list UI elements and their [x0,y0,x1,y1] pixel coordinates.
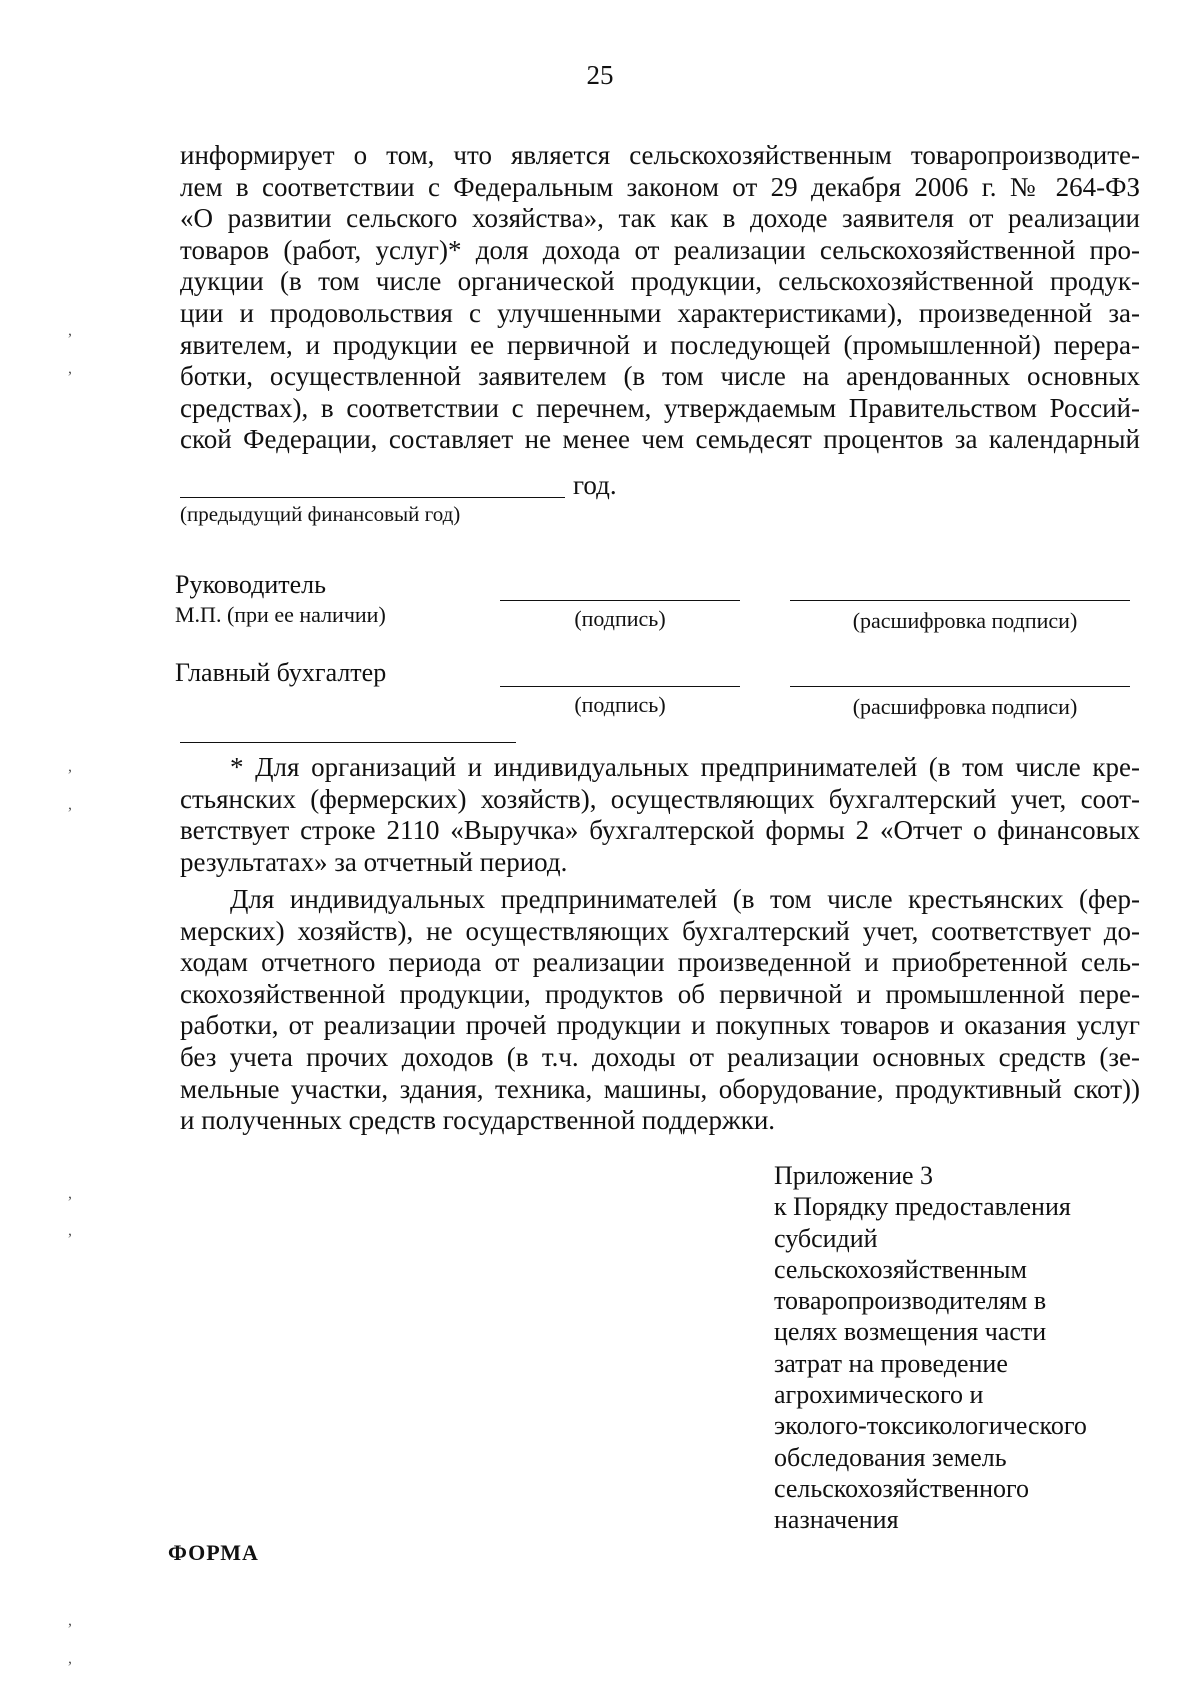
margin-mark: , [68,360,72,377]
paragraph-line: работки, от реализации прочей продукции и покупных товаров и оказания услуг [180,1010,1140,1041]
paragraph-line: ботки, осуществленной заявителем (в том числе на арендованных основных [180,361,1140,392]
footnote-line: ветствует строке 2110 «Выручка» бухгалтерской формы 2 «Отчет о финансовых [180,815,1140,846]
year-suffix: год. [573,470,617,500]
paragraph-line: явителем, и продукции ее первичной и последующей (промышленной) перера- [180,329,1140,360]
footnote-line: * Для организаций и индивидуальных предпринимателей (в том числе кре- [230,752,1140,782]
head-signature-line[interactable] [500,600,740,601]
paragraph-line: скохозяйственной продукции, продуктов об первичной и промышленной пере- [180,978,1140,1009]
second-paragraph [180,884,1140,1137]
appendix-line: назначения [774,1505,899,1535]
head-label: Руководитель [175,570,326,599]
footnote-line: результатах» за отчетный период. [180,846,568,877]
footnote-separator [180,742,516,743]
margin-mark: , [68,1612,72,1629]
head-signature-caption: (подпись) [574,606,666,631]
year-caption: (предыдущий финансовый год) [180,502,461,526]
appendix-line: затрат на проведение [774,1348,1008,1378]
paragraph-line: Для индивидуальных предпринимателей (в том числе крестьянских (фер- [230,884,1140,914]
main-paragraph [180,140,1140,456]
appendix-line: товаропроизводителям в [774,1286,1047,1316]
appendix-line: субсидий [774,1223,878,1253]
appendix-line: эколого-токсикологического [774,1411,1087,1441]
paragraph-line: мерских) хозяйств), не осуществляющих бухгалтерский учет, соответствует до- [180,915,1140,946]
head-decoding-caption: (расшифровка подписи) [852,608,1078,633]
paragraph-line: ции и продовольствия с улучшенными характеристиками), произведенной за- [180,297,1140,328]
margin-mark: , [68,758,72,775]
page-number: 25 [586,60,614,90]
head-decoding-line[interactable] [790,600,1130,601]
paragraph-line: «О развитии сельского хозяйства», так как в доходе заявителя от реализации [180,203,1140,234]
appendix-line: к Порядку предоставления [774,1192,1071,1222]
paragraph-line: информирует о том, что является сельскохозяйственным товаропроизводите- [180,140,1140,170]
appendix-line: целях возмещения части [774,1317,1047,1347]
appendix-line: Приложение 3 [774,1161,934,1190]
appendix-line: обследования земель [774,1442,1007,1472]
paragraph-line: средствах), в соответствии с перечнем, утверждаемым Правительством Россий- [180,392,1140,423]
margin-mark: , [68,1222,72,1239]
appendix-block [774,1160,1174,1536]
accountant-signature-caption: (подпись) [574,692,666,717]
paragraph-line: ходам отчетного периода от реализации произведенной и приобретенной сель- [180,947,1140,978]
accountant-decoding-line[interactable] [790,686,1130,687]
paragraph-line: лем в соответствии с Федеральным законом от 29 декабря 2006 г. № 264-ФЗ [180,171,1140,202]
year-blank-line[interactable] [180,497,565,498]
margin-mark: , [68,1650,72,1667]
paragraph-line: и полученных средств государственной поддержки. [180,1105,776,1136]
margin-mark: , [68,322,72,339]
footnote [180,752,1140,878]
paragraph-line: без учета прочих доходов (в т.ч. доходы от реализации основных средств (зе- [180,1041,1140,1072]
paragraph-line: ской Федерации, составляет не менее чем семьдесят процентов за календарный [180,424,1140,455]
accountant-signature-line[interactable] [500,686,740,687]
margin-mark: , [68,796,72,813]
appendix-line: агрохимического и [774,1380,984,1410]
footnote-line: стьянских (фермерских) хозяйств), осуществляющих бухгалтерский учет, соот- [180,783,1140,814]
paragraph-line: дукции (в том числе органической продукции, сельскохозяйственной продук- [180,266,1140,297]
paragraph-line: товаров (работ, услуг)* доля дохода от реализации сельскохозяйственной про- [180,234,1140,265]
accountant-decoding-caption: (расшифровка подписи) [852,694,1078,719]
appendix-line: сельскохозяйственным [774,1254,1027,1284]
form-label: ФОРМА [168,1540,259,1565]
chief-accountant-label: Главный бухгалтер [175,658,387,687]
paragraph-line: мельные участки, здания, техника, машины, оборудование, продуктивный скот)) [180,1073,1140,1104]
appendix-line: сельскохозяйственного [774,1473,1029,1503]
stamp-label: М.П. (при ее наличии) [175,602,386,627]
margin-mark: , [68,1185,72,1202]
